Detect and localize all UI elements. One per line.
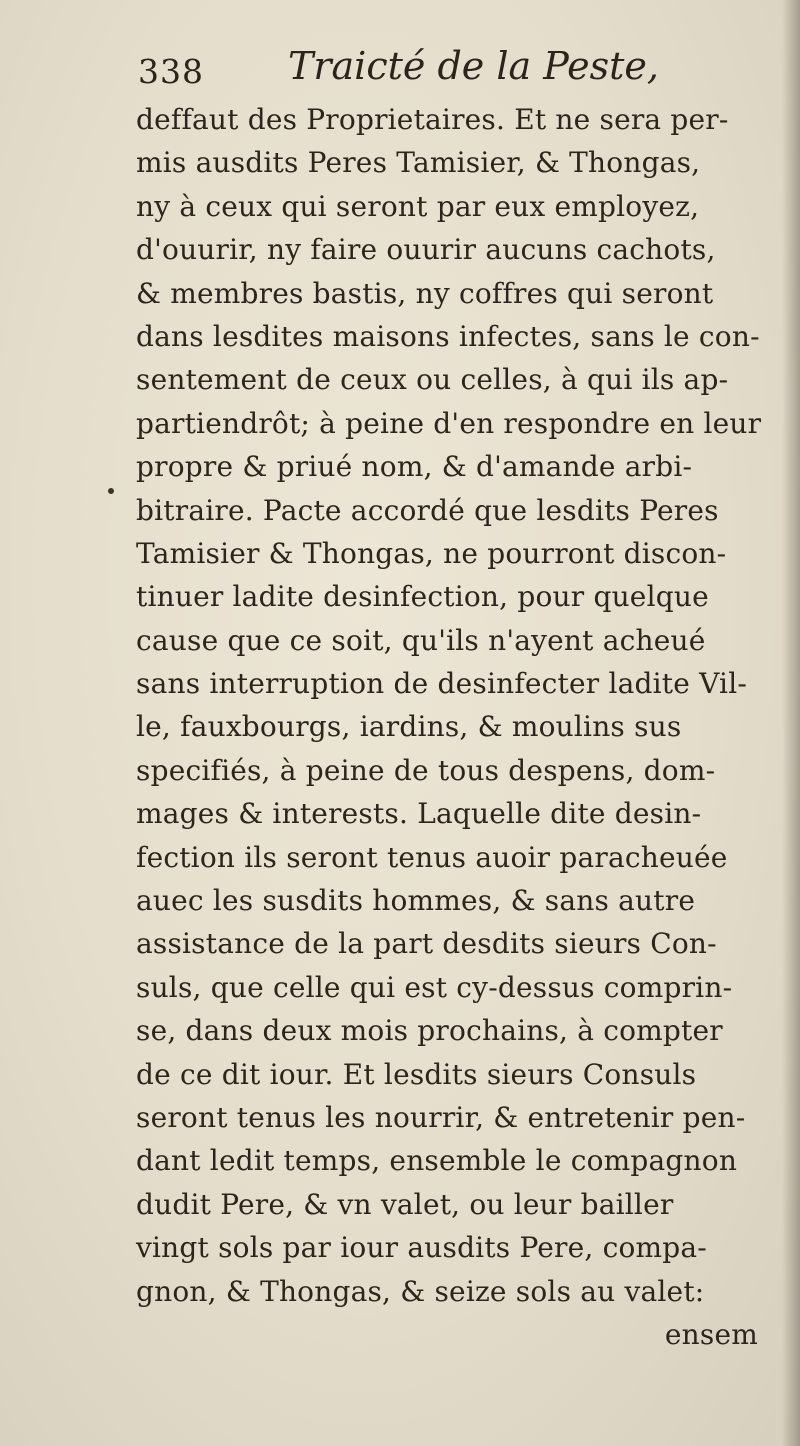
page-edge-shadow xyxy=(782,0,800,1446)
text-line: specifiés, à peine de tous despens, dom- xyxy=(136,753,716,787)
text-line: & membres bastis, ny coffres qui seront xyxy=(136,276,714,310)
text-line: bitraire. Pacte accordé que lesdits Peres xyxy=(136,493,719,527)
text-line: Tamisier & Thongas, ne pourront discon- xyxy=(136,536,727,570)
text-line: se, dans deux mois prochains, à compter xyxy=(136,1014,723,1048)
text-line: partiendrôt; à peine d'en respondre en leur xyxy=(136,406,762,440)
text-line: auec les susdits hommes, & sans autre xyxy=(136,884,696,918)
text-line: sentement de ceux ou celles, à qui ils ap- xyxy=(136,363,729,397)
text-line: sans interruption de desinfecter ladite Vil- xyxy=(136,667,748,701)
margin-mark xyxy=(108,488,114,494)
text-line: deffaut des Proprietaires. Et ne sera per- xyxy=(136,103,729,136)
text-line: fection ils seront tenus auoir paracheuée xyxy=(136,840,728,874)
text-line: assistance de la part desdits sieurs Con- xyxy=(136,927,717,961)
page-number: 338 xyxy=(138,52,204,91)
catchword: ensem xyxy=(664,1317,758,1351)
text-line: le, fauxbourgs, iardins, & moulins sus xyxy=(136,710,682,744)
text-line: d'ouurir, ny faire ouurir aucuns cachots, xyxy=(136,233,716,267)
text-line: dudit Pere, & vn valet, ou leur bailler xyxy=(136,1187,674,1221)
text-line: seront tenus les nourrir, & entretenir pen- xyxy=(136,1100,746,1134)
text-line: mages & interests. Laquelle dite desin- xyxy=(136,797,702,831)
text-line: tinuer ladite desinfection, pour quelque xyxy=(136,580,709,614)
text-line: vingt sols par iour ausdits Pere, compa- xyxy=(136,1231,707,1265)
text-line: gnon, & Thongas, & seize sols au valet: xyxy=(136,1274,705,1308)
text-line: suls, que celle qui est cy-dessus comprin- xyxy=(136,970,733,1004)
text-line: cause que ce soit, qu'ils n'ayent acheué xyxy=(136,623,706,657)
text-line: de ce dit iour. Et lesdits sieurs Consuls xyxy=(136,1057,697,1091)
body-text xyxy=(136,98,772,1356)
page-header xyxy=(138,44,758,96)
running-title: Traicté de la Peste, xyxy=(288,44,659,88)
text-line: mis ausdits Peres Tamisier, & Thongas, xyxy=(136,146,701,180)
text-line: dant ledit temps, ensemble le compagnon xyxy=(136,1144,738,1178)
text-line: dans lesdites maisons infectes, sans le con- xyxy=(136,319,760,353)
text-line: ny à ceux qui seront par eux employez, xyxy=(136,189,700,223)
text-line: propre & priué nom, & d'amande arbi- xyxy=(136,450,693,484)
